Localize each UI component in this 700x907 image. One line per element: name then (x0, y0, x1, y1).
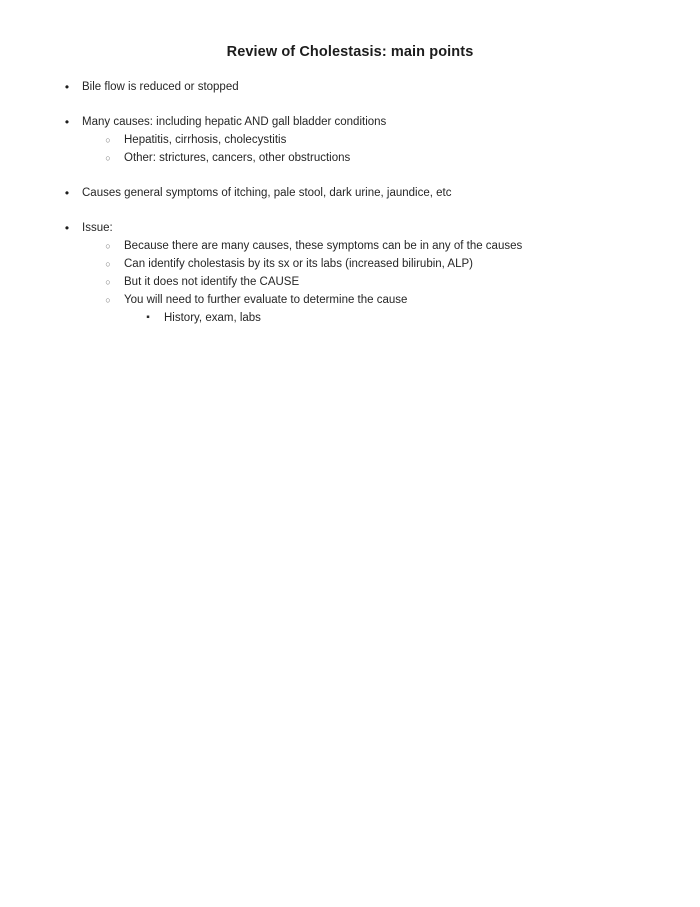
disc-bullet-icon: • (64, 186, 70, 200)
list-item-level-2 (0, 149, 700, 167)
list-item-text: Causes general symptoms of itching, pale stool, dark urine, jaundice, etc (82, 187, 452, 199)
list-item-text: History, exam, labs (164, 312, 261, 324)
list-item-level-2 (0, 255, 700, 273)
circle-bullet-icon: ○ (105, 259, 111, 269)
list-item-level-2 (0, 131, 700, 149)
list-item-level-1 (0, 113, 700, 131)
list-item-level-2 (0, 273, 700, 291)
list-item-level-3 (0, 309, 700, 327)
circle-bullet-icon: ○ (105, 295, 111, 305)
list-item-text: Hepatitis, cirrhosis, cholecystitis (124, 134, 287, 146)
square-bullet-icon: ▪ (146, 312, 150, 323)
list-item-level-2 (0, 237, 700, 255)
disc-bullet-icon: • (64, 221, 70, 235)
bullet-outline (0, 78, 700, 327)
circle-bullet-icon: ○ (105, 153, 111, 163)
circle-bullet-icon: ○ (105, 241, 111, 251)
list-item-text: Can identify cholestasis by its sx or its labs (increased bilirubin, ALP) (124, 258, 473, 270)
list-item-text: Other: strictures, cancers, other obstructions (124, 152, 351, 164)
list-item-level-1 (0, 78, 700, 96)
disc-bullet-icon: • (64, 80, 70, 94)
circle-bullet-icon: ○ (105, 135, 111, 145)
list-item-text: But it does not identify the CAUSE (124, 276, 300, 288)
list-item-text: Many causes: including hepatic AND gall bladder conditions (82, 116, 387, 128)
circle-bullet-icon: ○ (105, 277, 111, 287)
list-item-text: You will need to further evaluate to determine the cause (124, 294, 408, 306)
list-item-level-2 (0, 291, 700, 309)
list-item-text: Because there are many causes, these symptoms can be in any of the causes (124, 240, 523, 252)
disc-bullet-icon: • (64, 115, 70, 129)
list-item-level-1 (0, 219, 700, 237)
list-item-text: Issue: (82, 222, 113, 234)
list-item-level-1 (0, 184, 700, 202)
list-item-text: Bile flow is reduced or stopped (82, 81, 239, 93)
document-title: Review of Cholestasis: main points (226, 44, 474, 60)
